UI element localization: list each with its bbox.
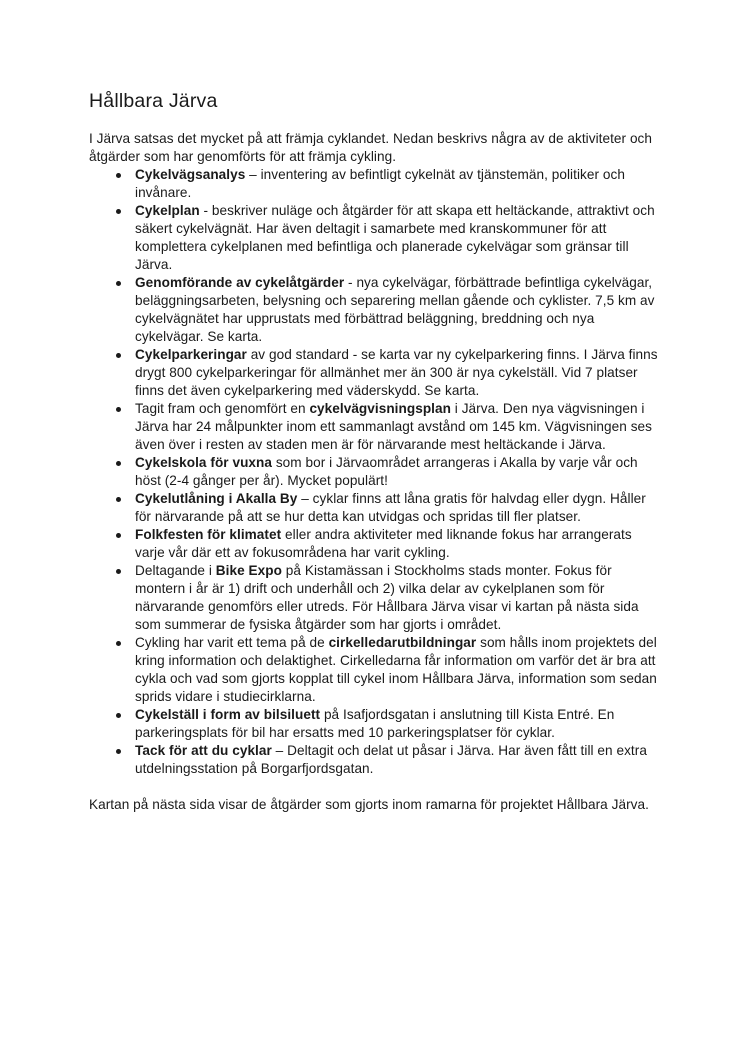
- item-bold: Cykelskola för vuxna: [135, 455, 272, 470]
- document-page: [89, 90, 659, 814]
- bullet-icon: [116, 533, 121, 538]
- bullet-icon: [116, 209, 121, 214]
- item-bold: Bike Expo: [215, 563, 282, 578]
- item-text: på Isafjordsgatan i anslutning till Kista Entré. En parkeringsplats för bil har ersatts med 10 parkeringsplatser för cyklar.: [135, 707, 615, 740]
- item-text: – cyklar finns att låna gratis för halvdag eller dygn. Håller för närvarande på att se hur detta kan utvidgas och spridas till fler platser.: [135, 491, 646, 524]
- list-item: [89, 166, 659, 202]
- list-item: [89, 400, 659, 454]
- item-text: - nya cykelvägar, förbättrade befintliga cykelvägar, beläggningsarbeten, belysning och separering mellan gående och cyklister. 7,5 km av cykelvägnätet har upprustats med förbättrad beläggning, breddning och nya cykelvägar. Se karta.: [135, 275, 655, 344]
- item-bold: Tack för att du cyklar: [135, 743, 272, 758]
- item-text: av god standard - se karta var ny cykelparkering finns. I Järva finns drygt 800 cykelparkeringar för allmänhet mer än 300 är nya cykelställ. Vid 7 platser finns det även cykelparkering med väderskydd. Se karta.: [135, 347, 658, 398]
- bullet-icon: [116, 497, 121, 502]
- item-text: som hålls inom projektets del kring information och delaktighet. Cirkelledarna får information om varför det är bra att cykla och vad som gjorts kopplat till cykel inom Hållbara Järva, information som sedan sprids vidare i studiecirklarna.: [135, 635, 657, 704]
- item-pre: Deltagande i: [135, 563, 216, 578]
- item-bold: Genomförande av cykelåtgärder: [135, 275, 345, 290]
- list-item: [89, 202, 659, 274]
- page-title: Hållbara Järva: [89, 90, 218, 112]
- item-pre: Tagit fram och genomfört en: [135, 401, 310, 416]
- bullet-icon: [116, 173, 121, 178]
- item-text: - beskriver nuläge och åtgärder för att skapa ett heltäckande, attraktivt och säkert cykelvägnät. Har även deltagit i samarbete med kranskommuner för att komplettera cykelplanen med befintliga och planerade cykelvägar som gränsar till Järva.: [135, 203, 655, 272]
- list-item: [89, 742, 659, 778]
- item-text: eller andra aktiviteter med liknande fokus har arrangerats varje vår där ett av fokusområdena har varit cykling.: [135, 527, 632, 560]
- list-item: [89, 346, 659, 400]
- intro-paragraph: I Järva satsas det mycket på att främja cyklandet. Nedan beskrivs några av de aktiviteter och åtgärder som har genomförts för att främja cykling.: [89, 131, 653, 164]
- item-bold: Cykelvägsanalys: [135, 167, 246, 182]
- item-bold: Folkfesten för klimatet: [135, 527, 282, 542]
- bullet-icon: [116, 749, 121, 754]
- bullet-icon: [116, 281, 121, 286]
- activity-list: [89, 166, 659, 778]
- item-bold: cirkelledarutbildningar: [328, 635, 477, 650]
- item-bold: Cykelställ i form av bilsiluett: [135, 707, 321, 722]
- list-item: [89, 274, 659, 346]
- list-item: [89, 634, 659, 706]
- item-text: som bor i Järvaområdet arrangeras i Akalla by varje vår och höst (2-4 gånger per år). Mycket populärt!: [135, 455, 638, 488]
- bullet-icon: [116, 407, 121, 412]
- item-text: – Deltagit och delat ut påsar i Järva. Har även fått till en extra utdelningsstation på Borgarfjordsgatan.: [135, 743, 647, 776]
- item-bold: Cykelutlåning i Akalla By: [135, 491, 298, 506]
- item-text: på Kistamässan i Stockholms stads monter. Fokus för montern i år är 1) drift och underhåll och 2) vilka delar av cykelplanen som för närvarande genomförs eller utreds. För Hållbara Järva visar vi kartan på nästa sida som summerar de fysiska åtgärder som har gjorts i området.: [135, 563, 639, 632]
- list-item: [89, 454, 659, 490]
- item-pre: Cykling har varit ett tema på de: [135, 635, 329, 650]
- item-text: – inventering av befintligt cykelnät av tjänstemän, politiker och invånare.: [135, 167, 625, 200]
- list-item: [89, 490, 659, 526]
- bullet-icon: [116, 569, 121, 574]
- item-bold: Cykelplan: [135, 203, 200, 218]
- item-bold: Cykelparkeringar: [135, 347, 247, 362]
- list-item: [89, 526, 659, 562]
- list-item: [89, 562, 659, 634]
- item-bold: cykelvägvisningsplan: [309, 401, 451, 416]
- bullet-icon: [116, 713, 121, 718]
- bullet-icon: [116, 461, 121, 466]
- item-text: i Järva. Den nya vägvisningen i Järva har 24 målpunkter inom ett sammanlagt avstånd om 145 km. Vägvisningen ses även över i resten av staden men är för närvarande mest heltäckande i Järva.: [135, 401, 652, 452]
- list-item: [89, 706, 659, 742]
- outro-paragraph: Kartan på nästa sida visar de åtgärder som gjorts inom ramarna för projektet Hållbara Järva.: [89, 797, 649, 812]
- bullet-icon: [116, 641, 121, 646]
- bullet-icon: [116, 353, 121, 358]
